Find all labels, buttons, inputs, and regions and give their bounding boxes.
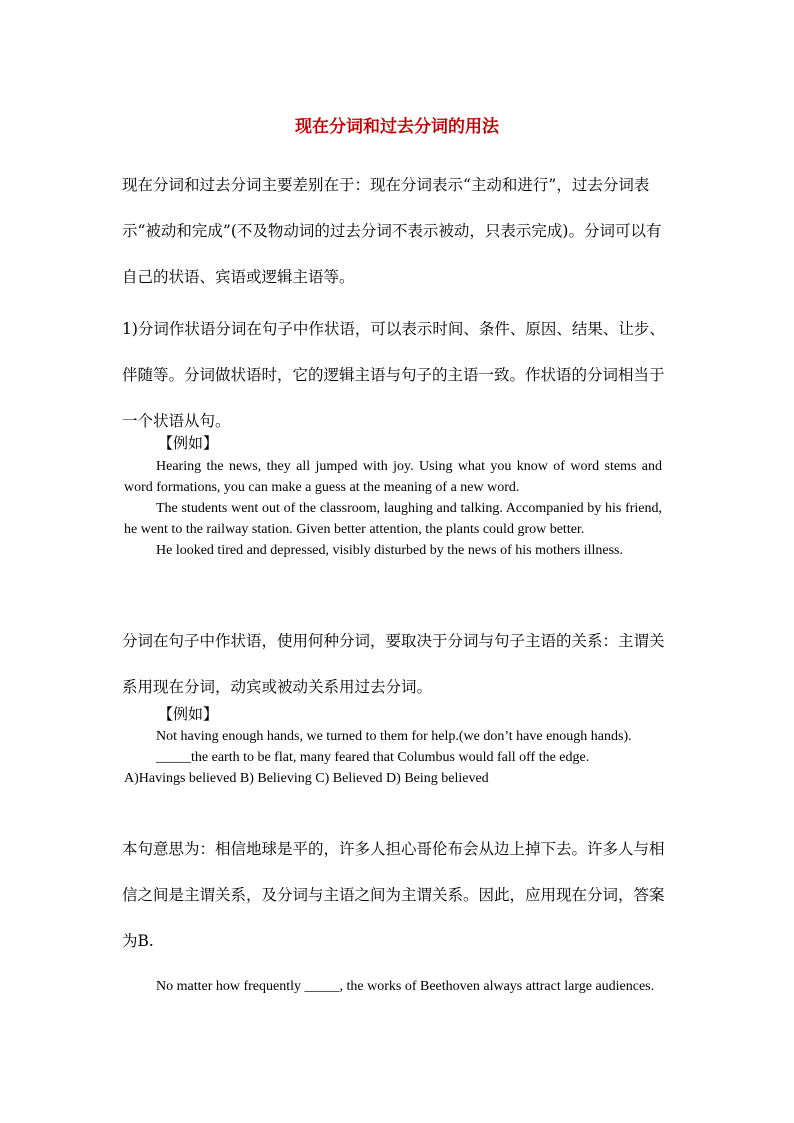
example-sentence: _____the earth to be flat, many feared that Columbus would fall off the edge.: [156, 750, 590, 765]
example-sentence: Not having enough hands, we turned to them for help.(we don’t have enough hands).: [156, 729, 632, 744]
question-block: [124, 976, 662, 997]
explanation-paragraph: 本句意思为：相信地球是平的，许多人担心哥伦布会从边上掉下去。许多人与相信之间是主谓关系，及分词与主语之间为主谓关系。因此，应用现在分词，答案为B.: [122, 840, 665, 950]
page-title: 现在分词和过去分词的用法: [295, 117, 499, 137]
example-sentence: The students went out of the classroom, laughing and talking. Accompanied by his friend, he went to the railway station. Given better attention, the plants could grow better.: [124, 501, 662, 537]
example-label: 【例如】: [158, 434, 219, 452]
answer-options: A)Havings believed B) Believing C) Believed D) Being believed: [124, 771, 489, 786]
example-sentence: He looked tired and depressed, visibly disturbed by the news of his mothers illness.: [156, 543, 623, 558]
example-sentence: Hearing the news, they all jumped with joy. Using what you know of word stems and word formations, you can make a guess at the meaning of a new word.: [124, 459, 662, 495]
section-participle-choice-paragraph: 分词在句子中作状语，使用何种分词，要取决于分词与句子主语的关系：主谓关系用现在分词，动宾或被动关系用过去分词。: [122, 632, 665, 696]
example-label: 【例如】: [158, 705, 219, 723]
section-adverbial-paragraph: 1)分词作状语分词在句子中作状语，可以表示时间、条件、原因、结果、让步、伴随等。分词做状语时，它的逻辑主语与句子的主语一致。作状语的分词相当于一个状语从句。: [122, 320, 665, 430]
question-sentence: No matter how frequently _____, the works of Beethoven always attract large audiences.: [156, 979, 655, 994]
examples-block-2: [124, 726, 662, 789]
intro-paragraph: 现在分词和过去分词主要差别在于：现在分词表示“主动和进行”，过去分词表示“被动和完成”(不及物动词的过去分词不表示被动，只表示完成)。分词可以有自己的状语、宾语或逻辑主语等。: [122, 176, 662, 286]
examples-block-1: [124, 456, 662, 561]
